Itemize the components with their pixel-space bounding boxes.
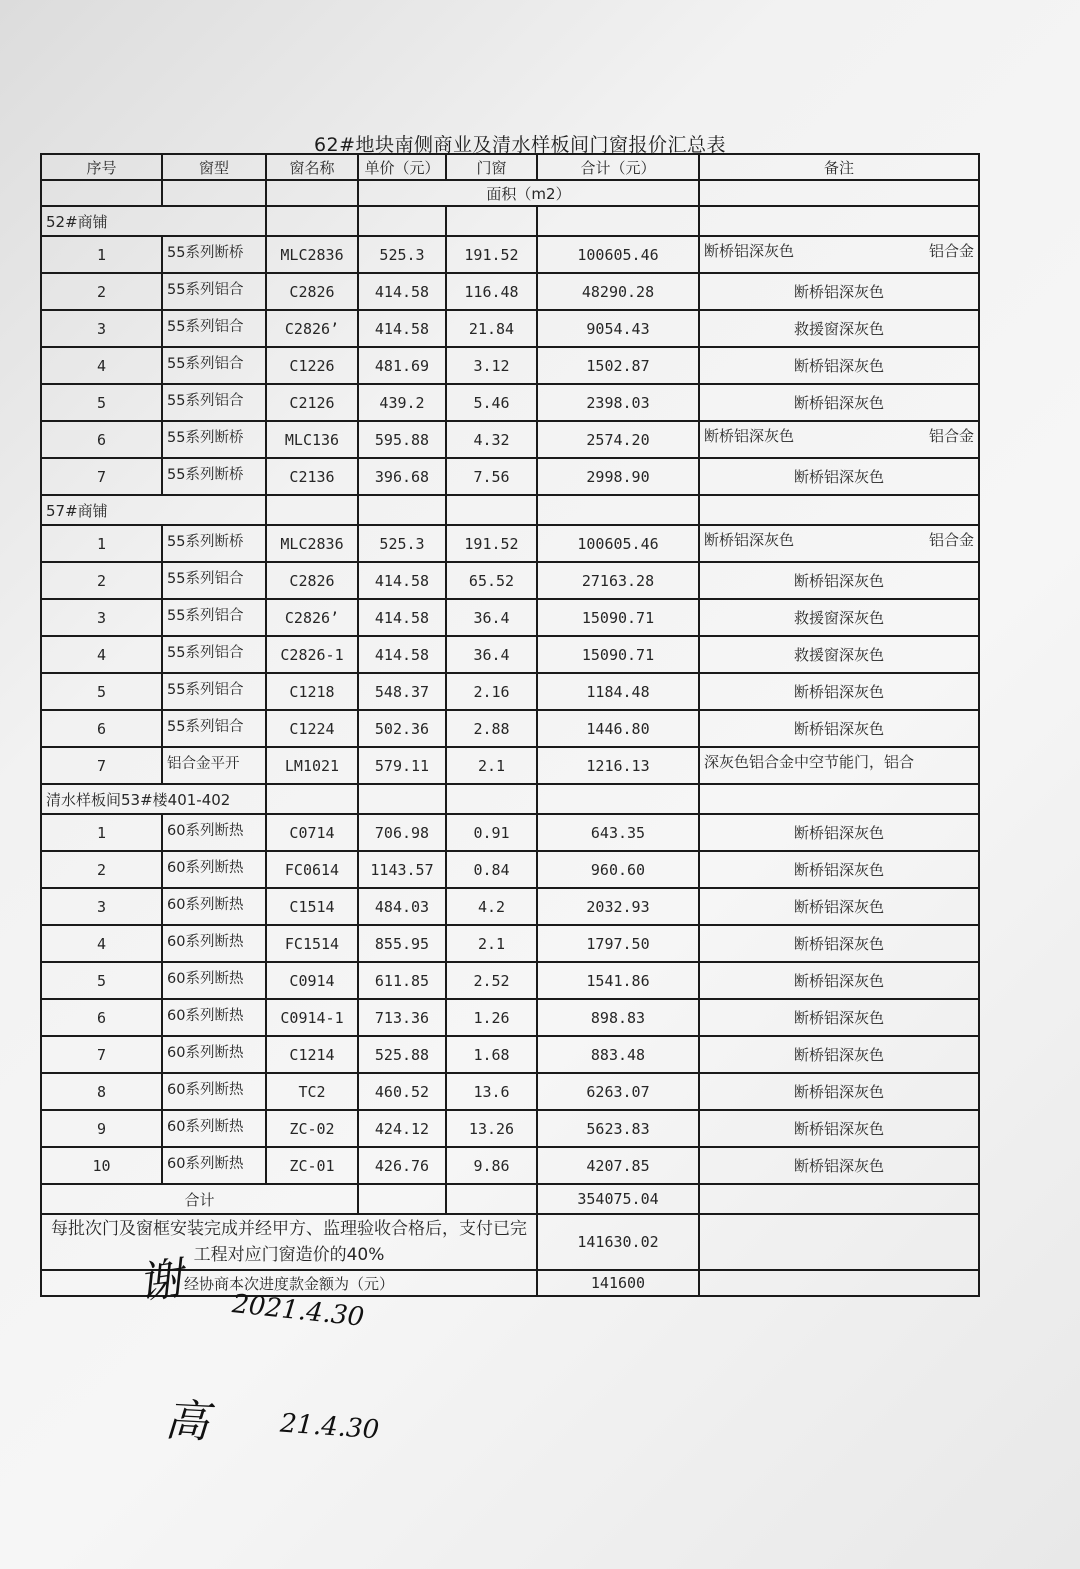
table-row	[41, 747, 979, 784]
row-no: 10	[41, 1147, 162, 1184]
row-area: 2.88	[446, 710, 537, 747]
section-row	[41, 784, 979, 814]
row-note: 断桥铝深灰色	[699, 1036, 979, 1073]
row-price: 525.3	[358, 236, 446, 273]
row-total: 1184.48	[537, 673, 699, 710]
row-total: 1446.80	[537, 710, 699, 747]
table-row	[41, 562, 979, 599]
table-row	[41, 962, 979, 999]
row-price: 1143.57	[358, 851, 446, 888]
table-row	[41, 710, 979, 747]
row-area: 2.1	[446, 747, 537, 784]
signature-1: 谢	[135, 1253, 186, 1310]
signature-date-1: 2021.4.30	[230, 1289, 366, 1333]
row-note: 断桥铝深灰色	[699, 673, 979, 710]
row-total: 100605.46	[537, 236, 699, 273]
row-no: 3	[41, 888, 162, 925]
row-total: 1541.86	[537, 962, 699, 999]
table-row	[41, 347, 979, 384]
row-type: 60系列断热	[162, 1147, 266, 1184]
row-note: 断桥铝深灰色	[699, 347, 979, 384]
empty-cell	[446, 495, 537, 525]
row-no: 1	[41, 525, 162, 562]
row-type: 55系列铝合	[162, 562, 266, 599]
row-total: 15090.71	[537, 636, 699, 673]
table-row	[41, 925, 979, 962]
row-note-extra: 铝合金	[928, 531, 974, 549]
row-no: 6	[41, 421, 162, 458]
empty-cell	[446, 1184, 537, 1214]
row-type: 55系列铝合	[162, 636, 266, 673]
row-type: 55系列断桥	[162, 236, 266, 273]
row-price: 426.76	[358, 1147, 446, 1184]
row-type: 铝合金平开	[162, 747, 266, 784]
row-type: 60系列断热	[162, 925, 266, 962]
table-row	[41, 599, 979, 636]
row-total: 2032.93	[537, 888, 699, 925]
header-row	[41, 154, 979, 180]
row-type: 55系列铝合	[162, 384, 266, 421]
empty-cell	[266, 784, 358, 814]
row-price: 414.58	[358, 562, 446, 599]
empty-cell	[699, 495, 979, 525]
section-title: 57#商铺	[41, 495, 266, 525]
row-no: 6	[41, 999, 162, 1036]
row-area: 3.12	[446, 347, 537, 384]
row-type: 60系列断热	[162, 999, 266, 1036]
section-row	[41, 495, 979, 525]
row-name: C2136	[266, 458, 358, 495]
row-total: 960.60	[537, 851, 699, 888]
row-note: 断桥铝深灰色	[699, 962, 979, 999]
table-row	[41, 525, 979, 562]
row-no: 4	[41, 347, 162, 384]
header-type: 窗型	[162, 154, 266, 180]
row-price: 595.88	[358, 421, 446, 458]
header-total: 合计（元）	[537, 154, 699, 180]
row-price: 414.58	[358, 636, 446, 673]
row-no: 5	[41, 962, 162, 999]
empty-cell	[266, 206, 358, 236]
row-total: 1797.50	[537, 925, 699, 962]
empty-cell	[699, 206, 979, 236]
row-area: 191.52	[446, 525, 537, 562]
empty-cell	[699, 784, 979, 814]
empty-cell	[699, 1270, 979, 1296]
section-title: 清水样板间53#楼401-402	[41, 784, 266, 814]
table-row	[41, 1036, 979, 1073]
row-name: C2826’	[266, 599, 358, 636]
row-name: ZC-01	[266, 1147, 358, 1184]
table-row	[41, 673, 979, 710]
empty-cell	[699, 1214, 979, 1270]
header-no: 序号	[41, 154, 162, 180]
row-no: 3	[41, 310, 162, 347]
row-total: 4207.85	[537, 1147, 699, 1184]
row-area: 2.52	[446, 962, 537, 999]
row-name: C0914-1	[266, 999, 358, 1036]
row-type: 60系列断热	[162, 814, 266, 851]
header-row-2	[41, 180, 979, 206]
row-type: 55系列铝合	[162, 673, 266, 710]
row-no: 1	[41, 236, 162, 273]
empty-cell	[537, 206, 699, 236]
row-type: 60系列断热	[162, 888, 266, 925]
row-note: 断桥铝深灰色	[699, 384, 979, 421]
section-row	[41, 206, 979, 236]
empty-cell	[537, 784, 699, 814]
row-price: 396.68	[358, 458, 446, 495]
row-area: 21.84	[446, 310, 537, 347]
row-price: 713.36	[358, 999, 446, 1036]
empty-cell	[266, 495, 358, 525]
empty-cell	[358, 1184, 446, 1214]
row-price: 484.03	[358, 888, 446, 925]
payment-rule-value: 141630.02	[537, 1214, 699, 1270]
empty-cell	[699, 1184, 979, 1214]
row-note-main: 断桥铝深灰色	[704, 427, 795, 445]
row-no: 4	[41, 925, 162, 962]
row-total: 100605.46	[537, 525, 699, 562]
row-area: 13.26	[446, 1110, 537, 1147]
row-no: 4	[41, 636, 162, 673]
table-row	[41, 1073, 979, 1110]
row-price: 855.95	[358, 925, 446, 962]
row-type: 55系列断桥	[162, 525, 266, 562]
header-empty	[266, 180, 358, 206]
total-value: 354075.04	[537, 1184, 699, 1214]
row-note-main: 深灰色铝合金中空节能门，铝合	[704, 753, 915, 771]
row-total: 15090.71	[537, 599, 699, 636]
row-total: 2398.03	[537, 384, 699, 421]
row-price: 460.52	[358, 1073, 446, 1110]
row-note-extra: 铝合金	[928, 427, 974, 445]
empty-cell	[537, 495, 699, 525]
row-no: 5	[41, 384, 162, 421]
row-total: 1216.13	[537, 747, 699, 784]
row-area: 5.46	[446, 384, 537, 421]
row-price: 439.2	[358, 384, 446, 421]
table-row	[41, 458, 979, 495]
row-total: 48290.28	[537, 273, 699, 310]
row-no: 2	[41, 562, 162, 599]
header-empty	[699, 180, 979, 206]
row-total: 2998.90	[537, 458, 699, 495]
row-no: 2	[41, 851, 162, 888]
row-area: 4.2	[446, 888, 537, 925]
table-row	[41, 273, 979, 310]
row-area: 65.52	[446, 562, 537, 599]
empty-cell	[358, 495, 446, 525]
row-name: C2826’	[266, 310, 358, 347]
row-total: 898.83	[537, 999, 699, 1036]
row-note: 断桥铝深灰色	[699, 925, 979, 962]
row-area: 9.86	[446, 1147, 537, 1184]
row-area: 36.4	[446, 599, 537, 636]
row-name: FC0614	[266, 851, 358, 888]
row-name: LM1021	[266, 747, 358, 784]
table-row	[41, 999, 979, 1036]
row-type: 60系列断热	[162, 851, 266, 888]
row-area: 13.6	[446, 1073, 537, 1110]
header-empty	[41, 180, 162, 206]
row-note: 断桥铝深灰色	[699, 814, 979, 851]
signature-2: 高	[163, 1394, 211, 1449]
row-no: 9	[41, 1110, 162, 1147]
row-price: 502.36	[358, 710, 446, 747]
row-name: MLC136	[266, 421, 358, 458]
empty-cell	[446, 784, 537, 814]
row-note: 断桥铝深灰色	[699, 1147, 979, 1184]
table-row	[41, 421, 979, 458]
payment-rule-row	[41, 1214, 979, 1270]
row-area: 2.16	[446, 673, 537, 710]
header-remark: 备注	[699, 154, 979, 180]
signature-date-2: 21.4.30	[279, 1408, 381, 1446]
row-total: 5623.83	[537, 1110, 699, 1147]
row-type: 55系列铝合	[162, 710, 266, 747]
final-amount-label: 经协商本次进度款金额为（元）	[41, 1270, 537, 1296]
row-area: 1.26	[446, 999, 537, 1036]
row-type: 60系列断热	[162, 1073, 266, 1110]
row-note: 断桥铝深灰色	[699, 1073, 979, 1110]
row-total: 27163.28	[537, 562, 699, 599]
row-type: 60系列断热	[162, 1036, 266, 1073]
row-area: 191.52	[446, 236, 537, 273]
row-note: 救援窗深灰色	[699, 636, 979, 673]
table-row	[41, 888, 979, 925]
document-title: 62#地块南侧商业及清水样板间门窗报价汇总表	[313, 134, 727, 156]
table-body	[41, 154, 979, 1296]
empty-cell	[358, 784, 446, 814]
row-name: TC2	[266, 1073, 358, 1110]
row-name: C1224	[266, 710, 358, 747]
row-name: C0914	[266, 962, 358, 999]
row-price: 424.12	[358, 1110, 446, 1147]
row-name: C1226	[266, 347, 358, 384]
row-no: 7	[41, 747, 162, 784]
header-area-sub: 面积（m2）	[358, 180, 699, 206]
row-type: 55系列铝合	[162, 347, 266, 384]
row-price: 525.3	[358, 525, 446, 562]
row-name: ZC-02	[266, 1110, 358, 1147]
row-name: MLC2836	[266, 525, 358, 562]
row-type: 55系列铝合	[162, 310, 266, 347]
row-price: 525.88	[358, 1036, 446, 1073]
row-name: FC1514	[266, 925, 358, 962]
total-row	[41, 1184, 979, 1214]
row-note-main: 断桥铝深灰色	[704, 531, 795, 549]
table-row	[41, 636, 979, 673]
table-row	[41, 310, 979, 347]
table-row	[41, 236, 979, 273]
header-price: 单价（元）	[358, 154, 446, 180]
row-total: 2574.20	[537, 421, 699, 458]
row-no: 2	[41, 273, 162, 310]
row-type: 60系列断热	[162, 1110, 266, 1147]
row-note-main: 断桥铝深灰色	[704, 242, 795, 260]
row-note: 断桥铝深灰色	[699, 999, 979, 1036]
row-name: C0714	[266, 814, 358, 851]
final-amount-value: 141600	[537, 1270, 699, 1296]
row-note	[699, 236, 979, 273]
row-note: 断桥铝深灰色	[699, 273, 979, 310]
row-name: C2826-1	[266, 636, 358, 673]
row-area: 116.48	[446, 273, 537, 310]
row-type: 55系列铝合	[162, 599, 266, 636]
row-type: 60系列断热	[162, 962, 266, 999]
row-note: 断桥铝深灰色	[699, 1110, 979, 1147]
row-note: 断桥铝深灰色	[699, 562, 979, 599]
row-total: 643.35	[537, 814, 699, 851]
row-area: 2.1	[446, 925, 537, 962]
row-price: 481.69	[358, 347, 446, 384]
row-area: 0.91	[446, 814, 537, 851]
row-area: 0.84	[446, 851, 537, 888]
table-row	[41, 1147, 979, 1184]
row-note: 救援窗深灰色	[699, 599, 979, 636]
row-type: 55系列断桥	[162, 421, 266, 458]
row-name: C1214	[266, 1036, 358, 1073]
row-total: 9054.43	[537, 310, 699, 347]
row-name: C1514	[266, 888, 358, 925]
row-no: 3	[41, 599, 162, 636]
row-type: 55系列断桥	[162, 458, 266, 495]
row-price: 414.58	[358, 599, 446, 636]
header-area: 门窗	[446, 154, 537, 180]
row-area: 1.68	[446, 1036, 537, 1073]
table-row	[41, 851, 979, 888]
row-price: 611.85	[358, 962, 446, 999]
table-row	[41, 814, 979, 851]
row-note: 断桥铝深灰色	[699, 458, 979, 495]
row-no: 7	[41, 1036, 162, 1073]
row-name: C2826	[266, 273, 358, 310]
empty-cell	[446, 206, 537, 236]
row-note: 断桥铝深灰色	[699, 710, 979, 747]
row-note	[699, 421, 979, 458]
total-label: 合计	[41, 1184, 358, 1214]
row-area: 36.4	[446, 636, 537, 673]
row-type: 55系列铝合	[162, 273, 266, 310]
row-name: C2126	[266, 384, 358, 421]
row-note	[699, 747, 979, 784]
row-no: 8	[41, 1073, 162, 1110]
row-note: 救援窗深灰色	[699, 310, 979, 347]
row-name: C2826	[266, 562, 358, 599]
row-note: 断桥铝深灰色	[699, 851, 979, 888]
header-empty	[162, 180, 266, 206]
row-name: C1218	[266, 673, 358, 710]
row-no: 1	[41, 814, 162, 851]
row-note-extra: 铝合金	[928, 242, 974, 260]
row-name: MLC2836	[266, 236, 358, 273]
row-note	[699, 525, 979, 562]
row-price: 548.37	[358, 673, 446, 710]
row-price: 706.98	[358, 814, 446, 851]
row-total: 6263.07	[537, 1073, 699, 1110]
row-total: 883.48	[537, 1036, 699, 1073]
table-row	[41, 1110, 979, 1147]
row-area: 4.32	[446, 421, 537, 458]
empty-cell	[358, 206, 446, 236]
quote-summary-table	[40, 153, 980, 1297]
row-total: 1502.87	[537, 347, 699, 384]
payment-rule-label: 每批次门及窗框安装完成并经甲方、监理验收合格后，支付已完工程对应门窗造价的40%	[41, 1214, 537, 1270]
row-price: 414.58	[358, 273, 446, 310]
section-title: 52#商铺	[41, 206, 266, 236]
row-no: 5	[41, 673, 162, 710]
row-no: 6	[41, 710, 162, 747]
row-note: 断桥铝深灰色	[699, 888, 979, 925]
table-row	[41, 384, 979, 421]
row-price: 579.11	[358, 747, 446, 784]
row-price: 414.58	[358, 310, 446, 347]
row-area: 7.56	[446, 458, 537, 495]
row-no: 7	[41, 458, 162, 495]
header-name: 窗名称	[266, 154, 358, 180]
